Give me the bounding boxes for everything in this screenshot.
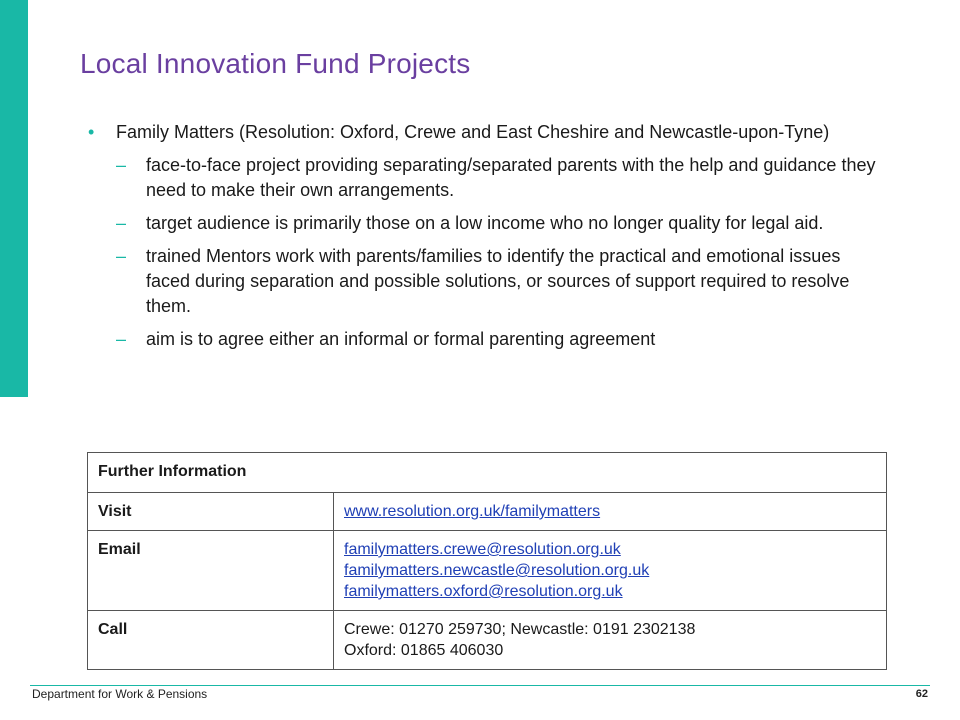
sub-item: [88, 327, 878, 352]
sub-item-text: aim is to agree either an informal or formal parenting agreement: [146, 329, 656, 349]
website-link[interactable]: www.resolution.org.uk/familymatters: [344, 503, 601, 520]
slide-title: Local Innovation Fund Projects: [80, 48, 471, 79]
dash-marker: –: [116, 329, 127, 349]
sub-item: [88, 153, 878, 203]
accent-side-bar: [0, 0, 28, 397]
visit-cell: [334, 493, 887, 531]
dash-marker: –: [116, 155, 127, 175]
call-label: Call: [88, 611, 334, 670]
page-number: 62: [915, 688, 928, 700]
bullet-marker: •: [88, 122, 95, 142]
call-cell: [334, 611, 887, 670]
email-link-newcastle[interactable]: familymatters.newcastle@resolution.org.uk: [344, 562, 650, 579]
table-row: [88, 493, 887, 531]
phone-line: Crewe: 01270 259730; Newcastle: 0191 2302138: [344, 621, 696, 638]
sub-item: [88, 244, 878, 319]
bullet-text: Family Matters (Resolution: Oxford, Crewe and East Cheshire and Newcastle-upon-Tyne): [116, 122, 830, 142]
phone-line: Oxford: 01865 406030: [344, 642, 504, 659]
further-information-table: [87, 452, 887, 670]
table-row: [88, 611, 887, 670]
table-row: [88, 531, 887, 611]
dash-marker: –: [116, 246, 127, 266]
sub-item: [88, 211, 878, 236]
sub-item-text: target audience is primarily those on a low income who no longer quality for legal aid.: [146, 213, 824, 233]
sub-item-text: trained Mentors work with parents/families to identify the practical and emotional issues faced during separation and possible solutions, or sources of support required to resolve them.: [146, 246, 850, 316]
email-cell: [334, 531, 887, 611]
email-link-oxford[interactable]: familymatters.oxford@resolution.org.uk: [344, 583, 623, 600]
bullet-item: [88, 120, 878, 145]
table-header-row: [88, 453, 887, 493]
email-link-crewe[interactable]: familymatters.crewe@resolution.org.uk: [344, 541, 621, 558]
visit-label: Visit: [88, 493, 334, 531]
footer-department: Department for Work & Pensions: [32, 687, 208, 701]
email-label: Email: [88, 531, 334, 611]
footer-divider: [30, 685, 930, 686]
slide-content: [88, 120, 878, 360]
sub-item-text: face-to-face project providing separating/separated parents with the help and guidance they need to make their own arrangements.: [146, 155, 876, 200]
dash-marker: –: [116, 213, 127, 233]
table-header: Further Information: [88, 453, 887, 493]
